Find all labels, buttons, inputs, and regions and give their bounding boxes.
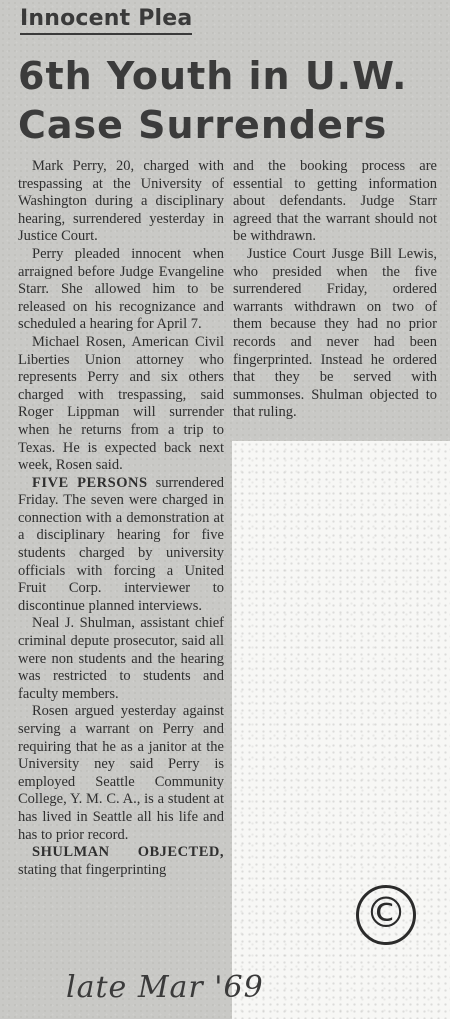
left-column xyxy=(18,158,224,879)
paragraph: Rosen argued yesterday against serving a warrant on Perry and requiring that he as a janitor at the University ney said Perry is employed Seattle Community College, Y. M. C. A., is a student at has lived in Seattle all his life and has to prior record. xyxy=(18,703,224,843)
handwritten-date-note: late Mar '69 xyxy=(66,970,264,1005)
paragraph xyxy=(18,844,224,879)
paragraph-text: stating that fingerprinting xyxy=(18,861,167,878)
paragraph: Perry pleaded innocent when arraigned before Judge Evangeline Starr. She allowed him to be released on his recognizance and scheduled a hearing for April 7. xyxy=(18,245,224,333)
copyright-icon xyxy=(356,885,416,945)
paragraph: Michael Rosen, American Civil Liberties Union attorney who represents Perry and six others charged with trespassing, said Roger Lippman will surrender when he returns from a trip to Texas. He is expected back next week, Rosen said. xyxy=(18,333,224,474)
paragraph: and the booking process are essential to getting information about defendants. Judge Starr agreed that the warrant should not be withdrawn. xyxy=(233,158,437,245)
paragraph: Neal J. Shulman, assistant chief criminal depute prosecutor, said all were non students and the hearing was restricted to students and faculty members. xyxy=(18,615,224,702)
blank-scan-area xyxy=(232,441,450,1019)
kicker-headline: Innocent Plea xyxy=(20,6,192,35)
paragraph xyxy=(18,475,224,616)
paragraph-text: surrendered Friday. The seven were charged in connection with a demonstration at a disciplinary hearing for five students charged by university officials with forcing a United Fruit Corp. interviewer to discontinue planned interviews. xyxy=(18,474,224,614)
main-headline: 6th Youth in U.W. Case Surrenders xyxy=(18,54,408,147)
paragraph: Mark Perry, 20, charged with trespassing at the University of Washington during a disciplinary hearing, surrendered yesterday in Justice Court. xyxy=(18,158,224,245)
right-column xyxy=(233,158,437,422)
subhead-shulman-objected: SHULMAN OBJECTED, xyxy=(32,844,224,861)
paragraph: Justice Court Jusge Bill Lewis, who presided when the five surrendered Friday, ordered warrants withdrawn on two of them because they had no prior records and never had been fingerprinted. Instead he ordered that they be served with summonses. Shulman objected to that ruling. xyxy=(233,245,437,421)
copyright-symbol: © xyxy=(365,888,407,937)
subhead-five-persons: FIVE PERSONS xyxy=(32,474,148,491)
